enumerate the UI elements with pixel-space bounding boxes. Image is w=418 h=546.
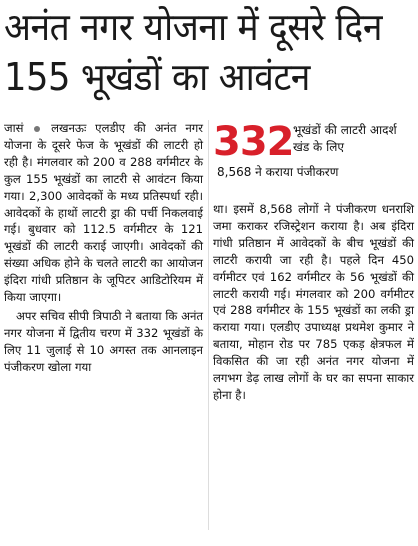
headline-line-2: 155 भूखंडों का आवंटन — [4, 55, 310, 99]
bullet-icon — [34, 126, 40, 132]
article-paragraph-3: था। इसमें 8,568 लोगों ने पंजीकरण धनराशि जमा कराकर रजिस्ट्रेशन कराया है। अब इंदिरा गांधी प्रतिष्ठान में आवेदकों के बीच भूखंडों की लाटरी करायी जा रही है। पहले दिन 450 वर्गमीटर एवं 162 वर्गमीटर के 56 भूखंडों की लाटरी करायी गई। मंगलवार को 200 वर्गमीटर एवं 288 वर्गमीटर के 155 भूखंडों का लकी ड्रा कराया गया। एलडीए उपाध्यक्ष प्रथमेश कुमार ने बताया, मोहान रोड पर 785 एकड़ क्षेत्रफल में विकसित की जा रही अनंत नगर योजना में लगभग डेढ़ लाख लोगों के घर का सपना साकार होना है। — [213, 202, 414, 402]
article-paragraph-2: अपर सचिव सीपी त्रिपाठी ने बताया कि अनंत नगर योजना में द्वितीय चरण में 332 भूखंडों के लिए 11 जुलाई से 10 अगस्त तक आनलाइन पंजीकरण खोला गया — [4, 308, 203, 374]
dateline: लखनऊः — [51, 121, 87, 135]
article-left-column — [4, 120, 203, 376]
article-paragraph-1 — [4, 120, 203, 306]
highlight-number: 332 — [213, 119, 294, 165]
article-left-text-1: एलडीए की अनंत नगर योजना के दूसरे फेज के भूखंडों की लाटरी हो रही है। मंगलवार को 200 व 288 वर्गमीटर के कुल 155 भूखंडों का लाटरी से आवंटन किया गया। 2,300 आवेदकों के मध्य प्रतिस्पर्धा रही। आवेदकों के हाथों लाटरी ड्रा की पर्ची निकलवाई गई। बुधवार को 112.5 वर्गमीटर के 121 भूखंडों की लाटरी कराई जाएगी। आवेदकों की संख्या अधिक होने के चलते लाटरी का आयोजन इंदिरा गांधी प्रतिष्ठान के जूपिटर आडिटोरियम में किया जाएगा। — [4, 121, 204, 305]
article-right-column — [213, 201, 414, 404]
source-credit: जासं — [4, 121, 24, 135]
headline-line-1: अनंत नगर योजना में दूसरे दिन — [4, 5, 383, 49]
highlight-text-1: भूखंडों की लाटरी आदर्श खंड के लिए — [293, 123, 397, 154]
headline — [4, 2, 385, 102]
highlight-text-2: 8,568 ने कराया पंजीकरण — [217, 165, 339, 179]
highlight-box — [213, 118, 414, 198]
column-divider — [208, 120, 209, 530]
